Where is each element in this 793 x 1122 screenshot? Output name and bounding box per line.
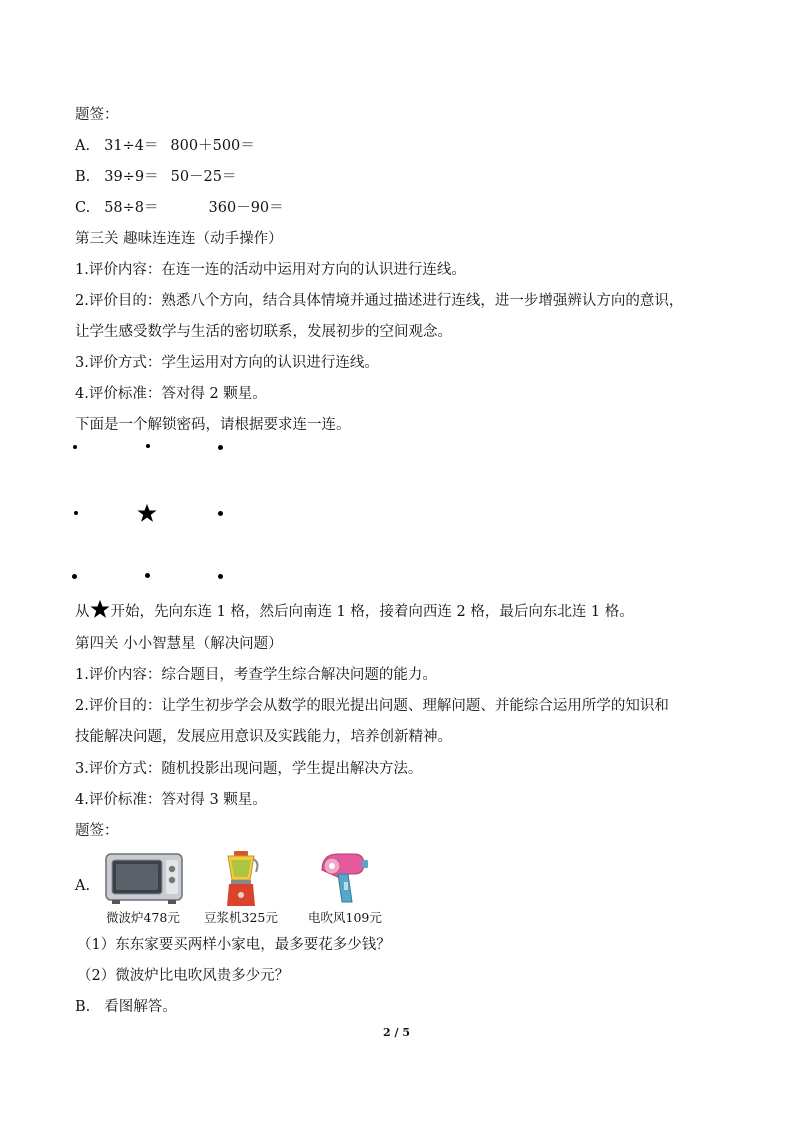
question-a <box>75 136 255 156</box>
tiqian-label: 题签： <box>75 107 119 123</box>
instruction-text: 开始，先向东连 1 格，然后向南连 1 格，接着向西连 2 格，最后向东北连 1 格。 <box>110 604 634 620</box>
option-text: 看图解答。 <box>104 999 177 1015</box>
option-label: A. <box>75 138 91 154</box>
expression: 50－25＝ <box>170 169 237 185</box>
level4-item-1: 1.评价内容：综合题目，考查学生综合解决问题的能力。 <box>75 667 437 683</box>
grid-dot <box>218 445 223 450</box>
expression: 31÷4＝ <box>104 138 159 154</box>
level4-item-2-cont: 技能解决问题，发展应用意识及实践能力，培养创新精神。 <box>75 729 452 745</box>
question-b <box>75 167 237 187</box>
star-icon <box>90 599 110 619</box>
option-label: B. <box>75 169 91 185</box>
question-1: （1）东东家要买两样小家电，最多要花多少钱？ <box>77 937 391 953</box>
level4-item-3: 3.评价方式：随机投影出现问题，学生提出解决方法。 <box>75 761 423 777</box>
product-caption: 微波炉478元 <box>106 910 180 925</box>
expression: 800＋500＝ <box>170 138 255 154</box>
product-caption: 电吹风109元 <box>308 910 382 925</box>
question-b2 <box>75 997 177 1017</box>
option-label: A. <box>75 878 91 894</box>
level4-item-4: 4.评价标准：答对得 3 颗星。 <box>75 792 267 808</box>
microwave-icon <box>104 852 184 906</box>
expression: 360－90＝ <box>208 200 284 216</box>
grid-dot <box>218 574 223 579</box>
product-caption: 豆浆机325元 <box>204 910 278 925</box>
level4-item-2: 2.评价目的：让学生初步学会从数学的眼光提出问题、理解问题、并能综合运用所学的知识和 <box>75 698 669 714</box>
grid-dot <box>73 445 77 449</box>
level3-item-1: 1.评价内容：在连一连的活动中运用对方向的认识进行连线。 <box>75 262 466 278</box>
grid-dot <box>145 573 150 578</box>
level4-title: 第四关 小小智慧星（解决问题） <box>75 636 283 652</box>
level3-item-2-cont: 让学生感受数学与生活的密切联系，发展初步的空间观念。 <box>75 324 452 340</box>
grid-dot <box>72 574 77 579</box>
level3-item-2: 2.评价目的：熟悉八个方向，结合具体情境并通过描述进行连线，进一步增强辨认方向的意识， <box>75 293 684 309</box>
star-icon <box>137 503 157 523</box>
level3-instruction <box>75 599 634 622</box>
level3-prompt: 下面是一个解锁密码，请根据要求连一连。 <box>75 417 351 433</box>
grid-dot <box>218 511 223 516</box>
tiqian-label: 题签： <box>75 823 119 839</box>
blender-icon <box>220 850 262 908</box>
page-number: 2 / 5 <box>383 1026 410 1039</box>
expression: 39÷9＝ <box>104 169 159 185</box>
question-2: （2）微波炉比电吹风贵多少元？ <box>77 968 290 984</box>
level3-item-4: 4.评价标准：答对得 2 颗星。 <box>75 386 267 402</box>
level3-title: 第三关 趣味连连连（动手操作） <box>75 231 283 247</box>
hair-dryer-icon <box>318 848 370 906</box>
grid-dot <box>74 511 78 515</box>
instruction-prefix: 从 <box>75 604 90 620</box>
question-c <box>75 198 284 218</box>
expression: 58÷8＝ <box>104 200 159 216</box>
option-label: B. <box>75 999 91 1015</box>
level3-item-3: 3.评价方式：学生运用对方向的认识进行连线。 <box>75 355 379 371</box>
grid-dot <box>146 444 150 448</box>
option-label: C. <box>75 200 91 216</box>
